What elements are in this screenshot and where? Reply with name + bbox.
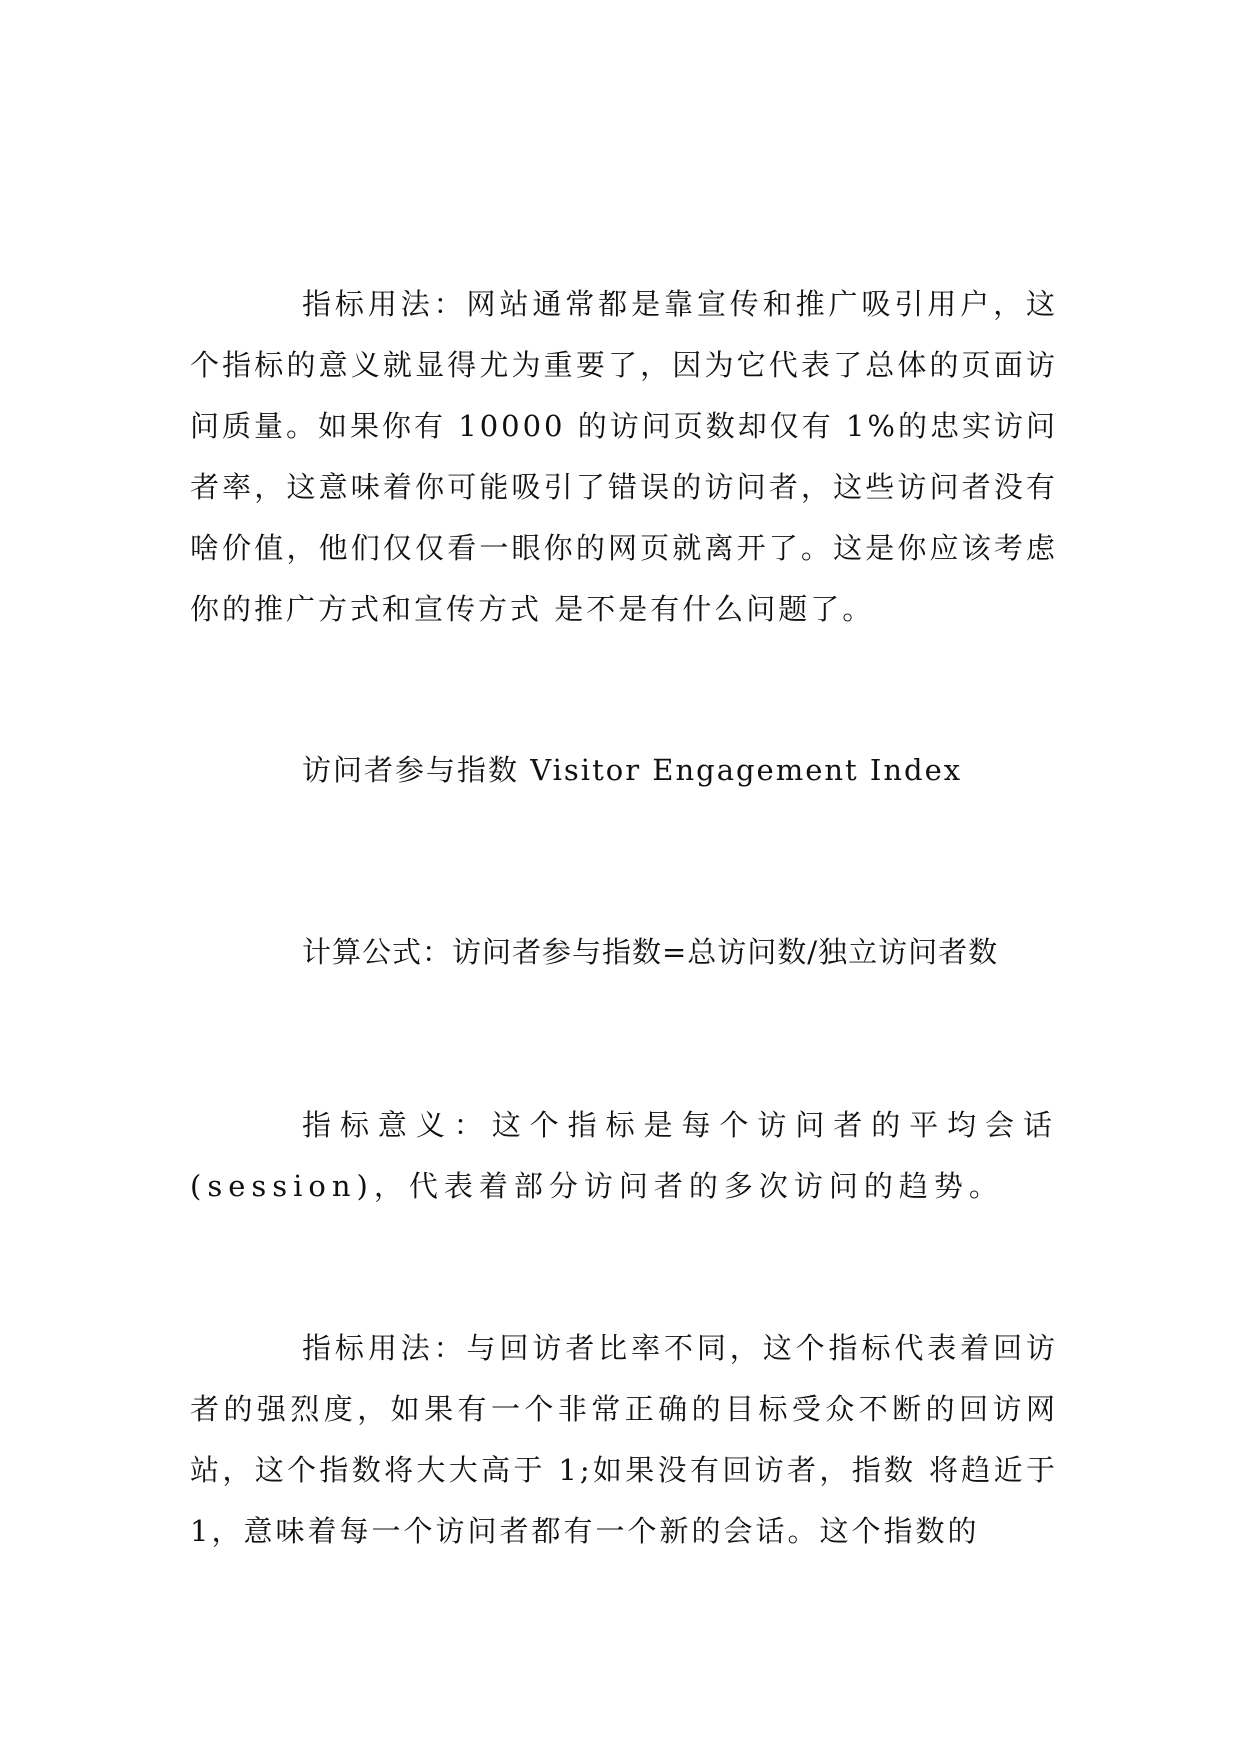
paragraph-usage-2: 指标用法：与回访者比率不同，这个指标代表着回访者的强烈度，如果有一个非常正确的目标受众不断的回访网站，这个指数将大大高于 1;如果没有回访者，指数 将趋近于 1，意味着每一个访问者都有一个新的会话。这个指数的: [190, 1331, 1058, 1548]
paragraph-usage-1: 指标用法：网站通常都是靠宣传和推广吸引用户，这个指标的意义就显得尤为重要了，因为它代表了总体的页面访问质量。如果你有 10000 的访问页数却仅有 1%的忠实访问者率，这意味着你可能吸引了错误的访问者，这些访问者没有啥价值，他们仅仅看一眼你的网页就离开了。这是你应该考虑你的推广方式和宣传方式 是不是有什么问题了。: [190, 287, 1058, 626]
meaning-paragraph: 指标意义：这个指标是每个访问者的平均会话(session)，代表着部分访问者的多次访问的趋势。: [190, 1108, 1058, 1203]
formula-paragraph: 计算公式：访问者参与指数=总访问数/独立访问者数: [302, 935, 999, 969]
section-heading: 访问者参与指数 Visitor Engagement Index: [302, 753, 963, 787]
